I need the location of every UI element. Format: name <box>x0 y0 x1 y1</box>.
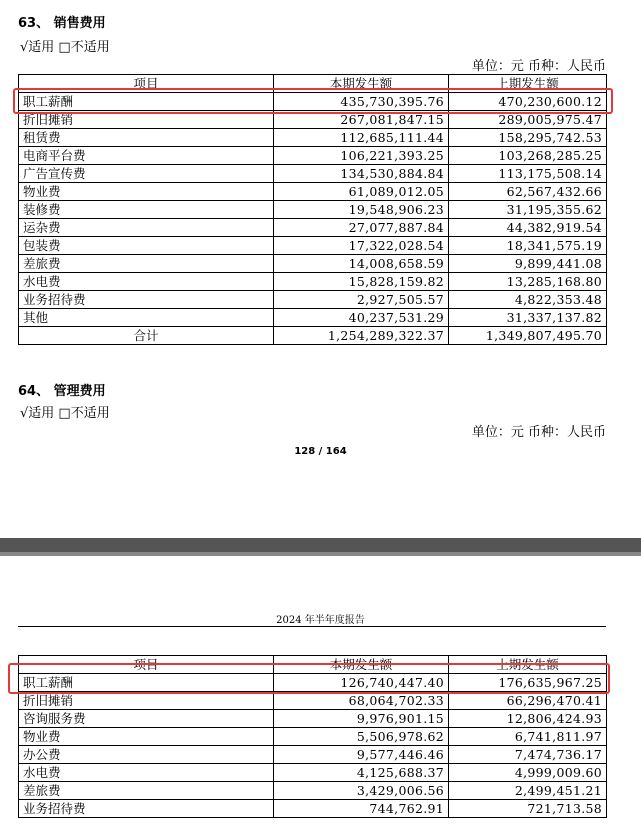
row-item-label: 差旅费 <box>19 255 274 273</box>
current-period-value: 106,221,393.25 <box>274 147 449 165</box>
prior-period-value: 113,175,508.14 <box>449 165 607 183</box>
current-period-value: 15,828,159.82 <box>274 273 449 291</box>
prior-period-value: 289,005,975.47 <box>449 111 607 129</box>
prior-period-value: 176,635,967.25 <box>449 674 607 692</box>
column-header: 项目 <box>19 656 274 674</box>
column-header: 上期发生额 <box>449 656 607 674</box>
column-header: 本期发生额 <box>274 75 449 93</box>
table-row <box>19 165 607 183</box>
prior-period-value: 18,341,575.19 <box>449 237 607 255</box>
table-row <box>19 692 607 710</box>
prior-period-value: 4,999,009.60 <box>449 764 607 782</box>
current-period-value: 9,577,446.46 <box>274 746 449 764</box>
section-64-applicability: √适用 □不适用 <box>20 406 110 421</box>
row-item-label: 水电费 <box>19 764 274 782</box>
total-current-value: 1,254,289,322.37 <box>274 327 449 345</box>
prior-period-value: 103,268,285.25 <box>449 147 607 165</box>
table-total-row <box>19 327 607 345</box>
page-break-divider <box>0 538 641 552</box>
column-header: 本期发生额 <box>274 656 449 674</box>
row-item-label: 水电费 <box>19 273 274 291</box>
table-row <box>19 237 607 255</box>
total-label: 合计 <box>19 327 274 345</box>
prior-period-value: 158,295,742.53 <box>449 129 607 147</box>
prior-period-value: 13,285,168.80 <box>449 273 607 291</box>
row-item-label: 运杂费 <box>19 219 274 237</box>
current-period-value: 14,008,658.59 <box>274 255 449 273</box>
prior-period-value: 470,230,600.12 <box>449 93 607 111</box>
current-period-value: 435,730,395.76 <box>274 93 449 111</box>
table-row <box>19 782 607 800</box>
header-rule <box>18 626 606 627</box>
table-row <box>19 710 607 728</box>
current-period-value: 5,506,978.62 <box>274 728 449 746</box>
table-row <box>19 728 607 746</box>
current-period-value: 61,089,012.05 <box>274 183 449 201</box>
prior-period-value: 44,382,919.54 <box>449 219 607 237</box>
section-63-unit: 单位：元 币种：人民币 <box>471 59 606 74</box>
prior-period-value: 12,806,424.93 <box>449 710 607 728</box>
prior-period-value: 31,337,137.82 <box>449 309 607 327</box>
section-64-title: 64、 管理费用 <box>18 384 106 399</box>
section-63-applicability: √适用 □不适用 <box>20 40 110 55</box>
row-item-label: 办公费 <box>19 746 274 764</box>
current-period-value: 40,237,531.29 <box>274 309 449 327</box>
row-item-label: 租赁费 <box>19 129 274 147</box>
table-row <box>19 291 607 309</box>
report-header: 2024 年半年度报告 <box>276 615 365 626</box>
row-item-label: 其他 <box>19 309 274 327</box>
current-period-value: 68,064,702.33 <box>274 692 449 710</box>
current-period-value: 17,322,028.54 <box>274 237 449 255</box>
selling-expenses-table <box>18 74 607 345</box>
table-row <box>19 746 607 764</box>
row-item-label: 咨询服务费 <box>19 710 274 728</box>
prior-period-value: 2,499,451.21 <box>449 782 607 800</box>
row-item-label: 广告宣传费 <box>19 165 274 183</box>
page-number: 128 / 164 <box>294 446 347 457</box>
table-row <box>19 201 607 219</box>
current-period-value: 4,125,688.37 <box>274 764 449 782</box>
current-period-value: 267,081,847.15 <box>274 111 449 129</box>
column-header: 项目 <box>19 75 274 93</box>
highlight-box-64 <box>8 663 610 694</box>
row-item-label: 折旧摊销 <box>19 692 274 710</box>
row-item-label: 差旅费 <box>19 782 274 800</box>
section-63-title: 63、 销售费用 <box>18 16 106 31</box>
table-row <box>19 183 607 201</box>
row-item-label: 包装费 <box>19 237 274 255</box>
row-item-label: 业务招待费 <box>19 291 274 309</box>
prior-period-value: 4,822,353.48 <box>449 291 607 309</box>
row-item-label: 物业费 <box>19 728 274 746</box>
total-prior-value: 1,349,807,495.70 <box>449 327 607 345</box>
current-period-value: 19,548,906.23 <box>274 201 449 219</box>
row-item-label: 物业费 <box>19 183 274 201</box>
prior-period-value: 66,296,470.41 <box>449 692 607 710</box>
table-row <box>19 800 607 818</box>
prior-period-value: 721,713.58 <box>449 800 607 818</box>
prior-period-value: 62,567,432.66 <box>449 183 607 201</box>
table-row <box>19 764 607 782</box>
current-period-value: 126,740,447.40 <box>274 674 449 692</box>
table-row <box>19 273 607 291</box>
table-row <box>19 129 607 147</box>
row-item-label: 职工薪酬 <box>19 674 274 692</box>
row-item-label: 装修费 <box>19 201 274 219</box>
row-item-label: 电商平台费 <box>19 147 274 165</box>
current-period-value: 134,530,884.84 <box>274 165 449 183</box>
current-period-value: 2,927,505.57 <box>274 291 449 309</box>
current-period-value: 27,077,887.84 <box>274 219 449 237</box>
row-item-label: 折旧摊销 <box>19 111 274 129</box>
current-period-value: 9,976,901.15 <box>274 710 449 728</box>
table-row <box>19 219 607 237</box>
prior-period-value: 9,899,441.08 <box>449 255 607 273</box>
current-period-value: 112,685,111.44 <box>274 129 449 147</box>
current-period-value: 3,429,006.56 <box>274 782 449 800</box>
section-64-unit: 单位：元 币种：人民币 <box>471 425 606 440</box>
prior-period-value: 7,474,736.17 <box>449 746 607 764</box>
highlight-box-63 <box>13 88 613 114</box>
prior-period-value: 31,195,355.62 <box>449 201 607 219</box>
page-break-shadow <box>0 552 641 556</box>
prior-period-value: 6,741,811.97 <box>449 728 607 746</box>
table-row <box>19 147 607 165</box>
column-header: 上期发生额 <box>449 75 607 93</box>
table-row <box>19 309 607 327</box>
current-period-value: 744,762.91 <box>274 800 449 818</box>
row-item-label: 业务招待费 <box>19 800 274 818</box>
table-row <box>19 255 607 273</box>
row-item-label: 职工薪酬 <box>19 93 274 111</box>
